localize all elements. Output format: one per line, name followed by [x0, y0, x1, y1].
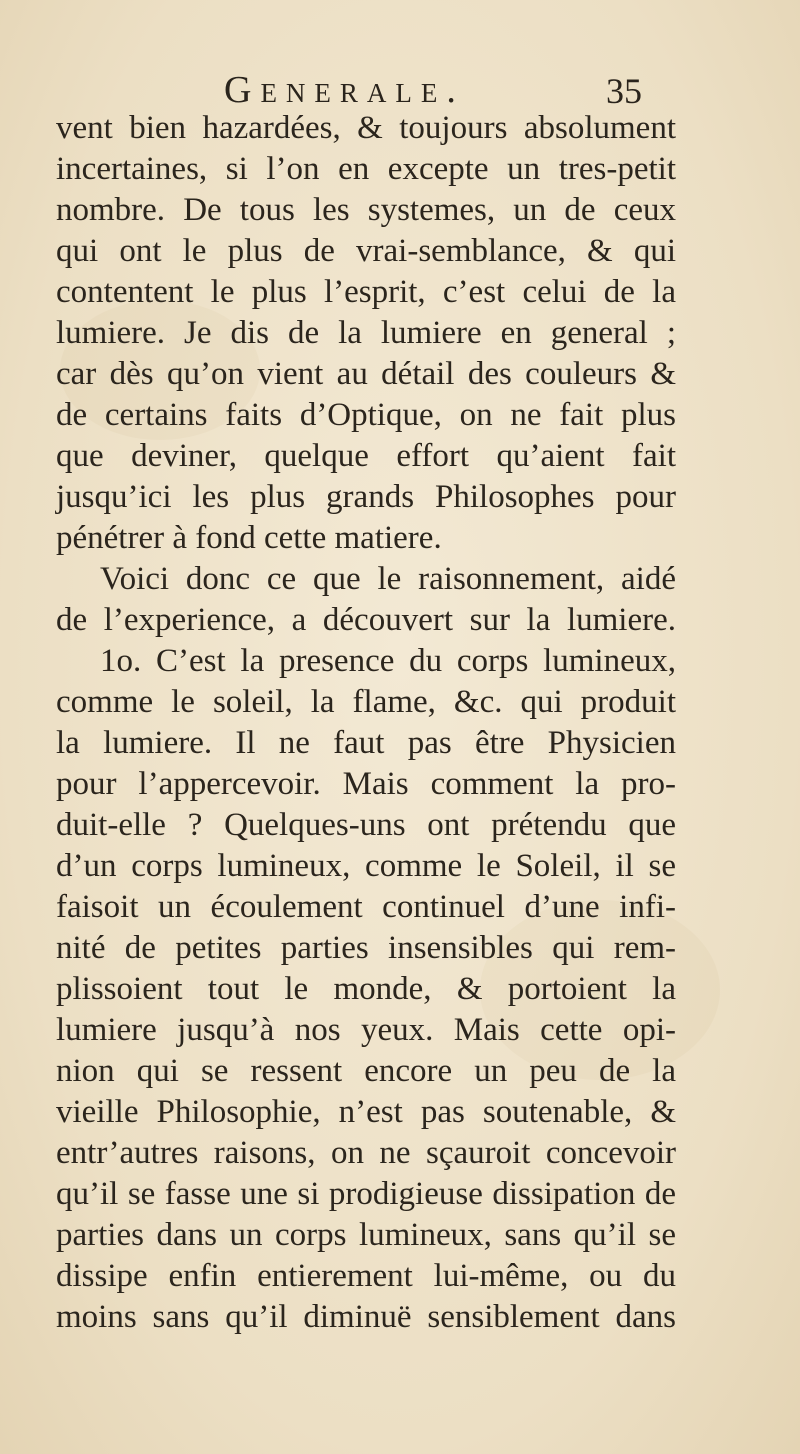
- text-line: comme le soleil, la flame, &c. qui produit: [56, 684, 676, 720]
- text-line: jusqu’ici les plus grands Philosophes pour: [56, 479, 676, 515]
- text-line: qu’il se fasse une si prodigieuse dissipation de: [56, 1176, 676, 1212]
- text-line: 1o. C’est la presence du corps lumineux,: [100, 643, 676, 679]
- body-text: [56, 108, 676, 1338]
- text-line: vieille Philosophie, n’est pas soutenable, &: [56, 1094, 676, 1130]
- text-line: incertaines, si l’on en excepte un tres-petit: [56, 151, 676, 187]
- text-line: nombre. De tous les systemes, un de ceux: [56, 192, 676, 228]
- text-line: lumiere. Je dis de la lumiere en general ;: [56, 315, 676, 351]
- text-line: la lumiere. Il ne faut pas être Physicien: [56, 725, 676, 761]
- text-line: nion qui se ressent encore un peu de la: [56, 1053, 676, 1089]
- text-line: qui ont le plus de vrai-semblance, & qui: [56, 233, 676, 269]
- running-title: Generale.: [224, 69, 465, 111]
- text-line: parties dans un corps lumineux, sans qu’il se: [56, 1217, 676, 1253]
- text-line: vent bien hazardées, & toujours absolument: [56, 110, 676, 146]
- page-header: [0, 66, 800, 114]
- text-line: pénétrer à fond cette matiere.: [56, 520, 442, 556]
- text-line: faisoit un écoulement continuel d’une infi-: [56, 889, 676, 925]
- text-line: de l’experience, a découvert sur la lumiere.: [56, 602, 676, 638]
- text-line: lumiere jusqu’à nos yeux. Mais cette opi-: [56, 1012, 676, 1048]
- text-line: contentent le plus l’esprit, c’est celui de la: [56, 274, 676, 310]
- text-line: entr’autres raisons, on ne sçauroit concevoir: [56, 1135, 676, 1171]
- text-line: d’un corps lumineux, comme le Soleil, il se: [56, 848, 676, 884]
- text-line: dissipe enfin entierement lui-même, ou du: [56, 1258, 676, 1294]
- text-line: nité de petites parties insensibles qui rem-: [56, 930, 676, 966]
- page-number: 35: [606, 71, 642, 111]
- text-line: que deviner, quelque effort qu’aient fait: [56, 438, 676, 474]
- text-line: pour l’appercevoir. Mais comment la pro-: [56, 766, 676, 802]
- text-line: plissoient tout le monde, & portoient la: [56, 971, 676, 1007]
- text-line: de certains faits d’Optique, on ne fait plus: [56, 397, 676, 433]
- text-line: moins sans qu’il diminuë sensiblement dans: [56, 1299, 676, 1335]
- text-line: duit-elle ? Quelques-uns ont prétendu que: [56, 807, 676, 843]
- text-line: car dès qu’on vient au détail des couleurs &: [56, 356, 676, 392]
- text-line: Voici donc ce que le raisonnement, aidé: [100, 561, 676, 597]
